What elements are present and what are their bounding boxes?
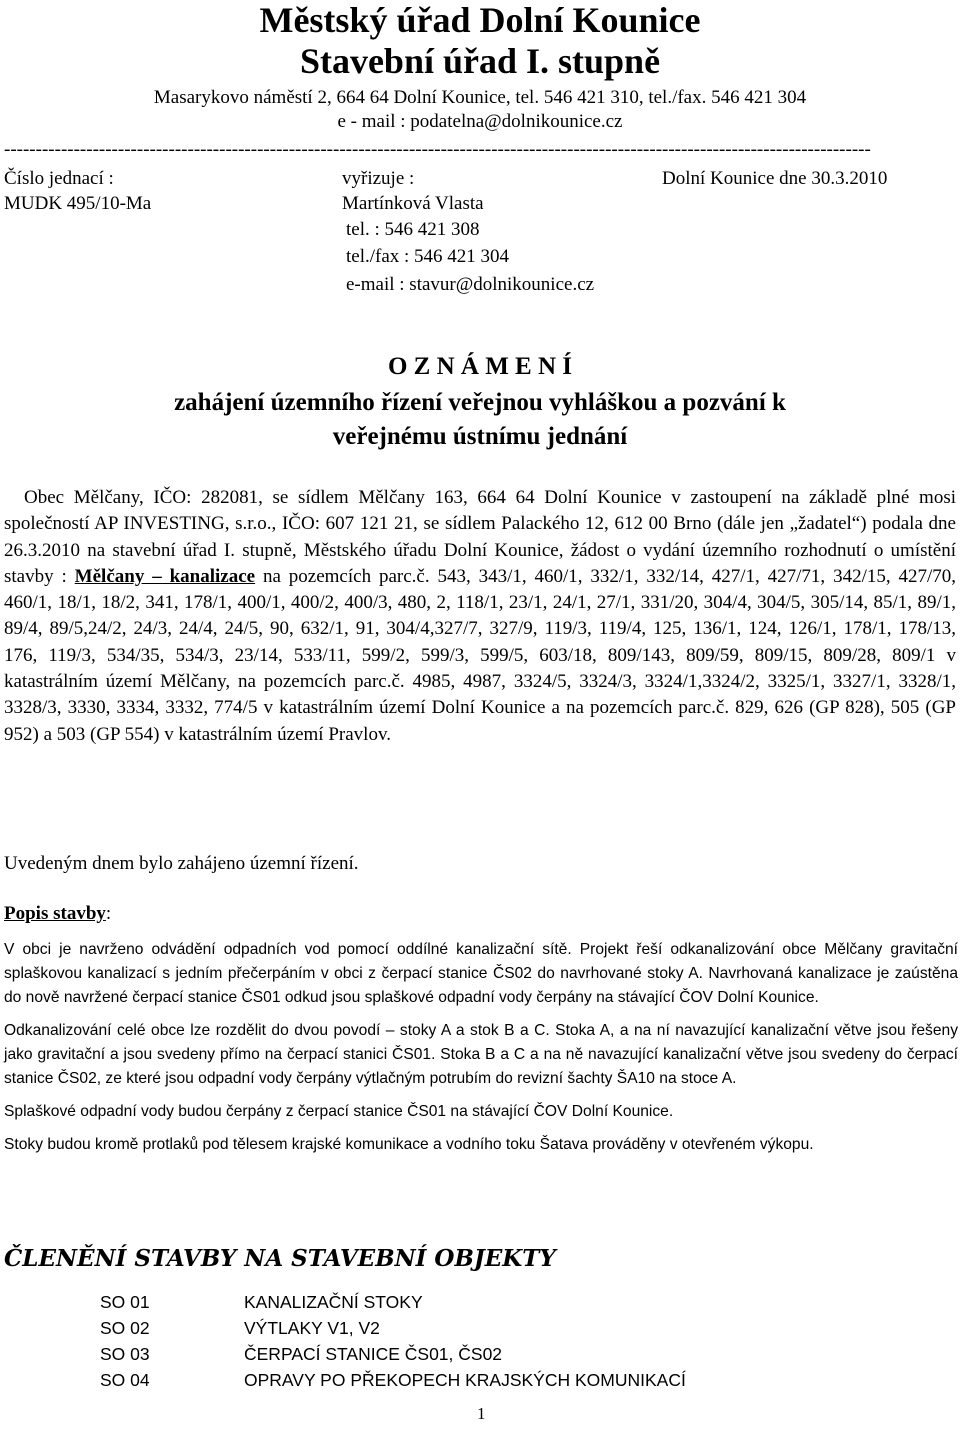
office-email: e - mail : podatelna@dolnikounice.cz — [337, 111, 623, 132]
description-paragraph-2: Odkanalizování celé obce lze rozdělit do dvou povodí – stoky A a stok B a C. Stoka A, a na ní navazující kanalizační větve jsou řešeny jako gravitační a jsou svedeny přímo na čerpací stanici ČS01. Stoka B a C a na ně navazující kanalizační větve jsou svedeny do čerpací stanice ČS02, ze které jsou odpadní vody čerpány výtlačným potrubím do revizní šachty ŠA10 na stoce A. — [4, 1022, 958, 1087]
object-name: KANALIZAČNÍ STOKY — [244, 1292, 423, 1312]
header-separator: ----------------------------------------------------------------------------------------------------------------------------------------- — [4, 140, 871, 160]
notice-subject-line-2: veřejnému ústnímu jednání — [332, 423, 628, 450]
object-code: SO 04 — [100, 1370, 150, 1390]
application-paragraph — [4, 485, 956, 748]
description-heading — [4, 902, 111, 926]
proceedings-started: Uvedeným dnem bylo zahájeno územní řízení. — [4, 853, 359, 874]
notice-heading: O Z N Á M E N Í — [387, 353, 573, 380]
handler-email: e-mail : stavur@dolnikounice.cz — [346, 274, 595, 295]
description-label: Popis stavby — [4, 903, 106, 924]
object-code: SO 03 — [100, 1344, 150, 1364]
description-paragraph-4: Stoky budou kromě protlaků pod tělesem krajské komunikace a vodního toku Šatava prováděny v otevřeném výkopu. — [4, 1136, 814, 1153]
place-and-date: Dolní Kounice dne 30.3.2010 — [662, 168, 888, 189]
object-name: ČERPACÍ STANICE ČS01, ČS02 — [244, 1344, 503, 1364]
page-number: 1 — [477, 1404, 486, 1423]
construction-name: Mělčany – kanalizace — [74, 565, 256, 587]
handler-name: Martínková Vlasta — [342, 193, 484, 214]
description-paragraph-1: V obci je navrženo odvádění odpadních vod pomocí oddílné kanalizační sítě. Projekt řeší odkanalizování obce Mělčany gravitační splaškovou kanalizací s jedním přečerpáním v obci z čerpací stanice ČS02 do navrhované stoky A. Navrhovaná kanalizace je zaústěna do nově navržené čerpací stanice ČS01 odkud jsou splaškové odpadní vody čerpány na stávající ČOV Dolní Kounice. — [4, 941, 958, 1006]
description-label-colon: : — [105, 903, 112, 924]
reference-number: MUDK 495/10-Ma — [4, 193, 152, 214]
handler-label: vyřizuje : — [342, 168, 415, 189]
description-body — [4, 938, 958, 1166]
object-name: OPRAVY PO PŘEKOPECH KRAJSKÝCH KOMUNIKACÍ — [244, 1370, 686, 1390]
reference-label: Číslo jednací : — [4, 168, 114, 189]
office-department: Stavební úřad I. stupně — [299, 41, 661, 81]
office-address: Masarykovo náměstí 2, 664 64 Dolní Kounice, tel. 546 421 310, tel./fax. 546 421 304 — [153, 87, 807, 108]
office-name: Městský úřad Dolní Kounice — [259, 0, 701, 40]
notice-subject-line-1: zahájení územního řízení veřejnou vyhláškou a pozvání k — [174, 389, 786, 416]
application-text-part-2: na pozemcích parc.č. 543, 343/1, 460/1, 332/1, 332/14, 427/1, 427/71, 342/15, 427/70, 460/1, 18/1, 18/2, 341, 178/1, 400/1, 400/2, 400/3, 480, 2, 118/1, 23/1, 24/1, 27/1, 331/20, 304/4, 304/5, 305/14, 85/1, 89/1, 89/4, 89/5,24/2, 24/3, 24/4, 24/5, 90, 632/1, 91, 304/4,327/7, 327/9, 119/3, 119/4, 125, 136/1, 124, 126/1, 178/1, 178/13, 176, 119/3, 534/35, 534/3, 23/14, 533/11, 599/2, 599/3, 599/5, 603/18, 809/143, 809/59, 809/15, 809/28, 809/1 v katastrálním území Mělčany, na pozemcích parc.č. 4985, 4987, 3324/5, 3324/3, 3324/1,3324/2, 3325/1, 3327/1, 3328/1, 3328/3, 3330, 3334, 3332, 774/5 v katastrálním území Dolní Kounice a na pozemcích parc.č. 829, 626 (GP 828), 505 (GP 952) a 503 (GP 554) v katastrálním území Pravlov. — [4, 565, 957, 745]
description-paragraph-3: Splaškové odpadní vody budou čerpány z čerpací stanice ČS01 na stávající ČOV Dolní Kounice. — [4, 1103, 674, 1120]
objects-heading: ČLENĚNÍ STAVBY NA STAVEBNÍ OBJEKTY — [4, 1245, 556, 1272]
application-text-part-1: Obec Mělčany, IČO: 282081, se sídlem Mělčany 163, 664 64 Dolní Kounice v zastoupení na základě plné mosi společností AP INVESTING, s.r.o., IČO: 607 121 21, se sídlem Palackého 12, 612 00 Brno (dále jen „žadatel“) podala dne 26.3.2010 na stavební úřad I. stupně, Městského úřadu Dolní Kounice, žádost o vydání územního rozhodnutí o umístění stavby : — [4, 487, 956, 587]
object-code: SO 01 — [100, 1292, 150, 1312]
object-code: SO 02 — [100, 1318, 150, 1338]
handler-fax: tel./fax : 546 421 304 — [346, 246, 510, 267]
handler-phone: tel. : 546 421 308 — [346, 219, 480, 240]
object-name: VÝTLAKY V1, V2 — [244, 1318, 380, 1338]
